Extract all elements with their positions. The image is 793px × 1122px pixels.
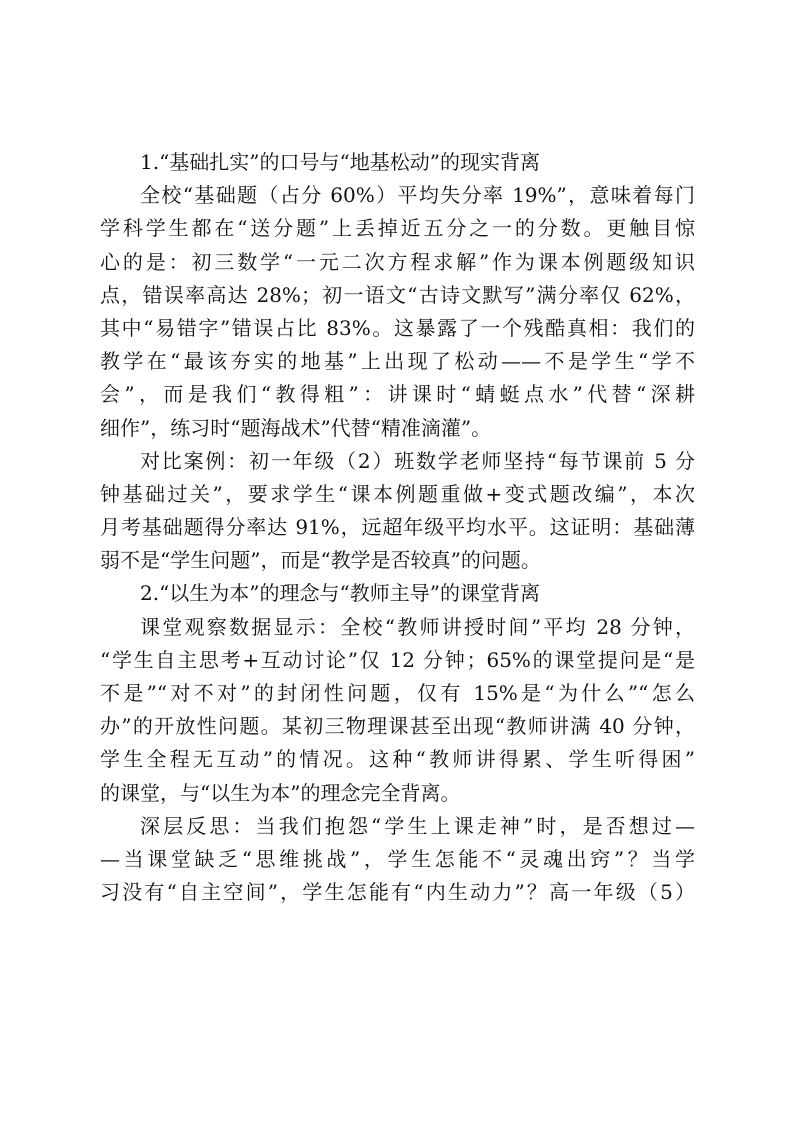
paragraph-line: 心的是：初三数学“一元二次方程求解”作为课本例题级知识 — [100, 249, 695, 274]
paragraph-line: 不是”“对不对”的封闭性问题，仅有 15%是“为什么”“怎么 — [100, 681, 695, 705]
section-heading-1: 1.“基础扎实”的口号与“地基松动”的现实背离 — [140, 150, 540, 174]
paragraph-line: 全校“基础题（占分 60%）平均失分率 19%”，意味着每门 — [140, 183, 695, 208]
paragraph-line: 钟基础过关”，要求学生“课本例题重做+变式题改编”，本次 — [100, 481, 695, 506]
paragraph-line: —当课堂缺乏“思维挑战”，学生怎能不“灵魂出窍”？当学 — [100, 846, 695, 871]
paragraph-line: 习没有“自主空间”，学生怎能有“内生动力”？高一年级（5） — [100, 880, 695, 905]
paragraph-line: 会”，而是我们“教得粗”：讲课时“蜻蜓点水”代替“深耕 — [100, 382, 695, 407]
paragraph-line: 其中“易错字”错误占比 83%。这暴露了一个残酷真相：我们的 — [100, 315, 695, 340]
paragraph-line: 点，错误率高达 28%；初一语文“古诗文默写”满分率仅 62%， — [100, 282, 695, 307]
paragraph-line: 学生全程无互动”的情况。这种“教师讲得累、学生听得困” — [100, 747, 695, 772]
paragraph-line: 细作”，练习时“题海战术”代替“精准滴灌”。 — [100, 415, 492, 440]
document-page — [100, 146, 695, 909]
paragraph-line: 办”的开放性问题。某初三物理课甚至出现“教师讲满 40 分钟， — [100, 714, 695, 739]
paragraph-line: 深层反思：当我们抱怨“学生上课走神”时，是否想过— — [140, 813, 695, 838]
paragraph-line: 的课堂，与“以生为本”的理念完全背离。 — [100, 780, 461, 805]
paragraph-line: “学生自主思考+互动讨论”仅 12 分钟；65%的课堂提问是“是 — [100, 647, 695, 672]
paragraph-line: 学科学生都在“送分题”上丢掉近五分之一的分数。更触目惊 — [100, 216, 695, 241]
section-heading-2: 2.“以生为本”的理念与“教师主导”的课堂背离 — [140, 581, 540, 606]
paragraph-line: 教学在“最该夯实的地基”上出现了松动——不是学生“学不 — [100, 349, 695, 374]
paragraph-line: 对比案例：初一年级（2）班数学老师坚持“每节课前 5 分 — [140, 448, 695, 473]
paragraph-line: 课堂观察数据显示：全校“教师讲授时间”平均 28 分钟， — [140, 614, 695, 639]
paragraph-line: 月考基础题得分率达 91%，远超年级平均水平。这证明：基础薄 — [100, 515, 695, 540]
paragraph-line: 弱不是“学生问题”，而是“教学是否较真”的问题。 — [100, 548, 541, 573]
